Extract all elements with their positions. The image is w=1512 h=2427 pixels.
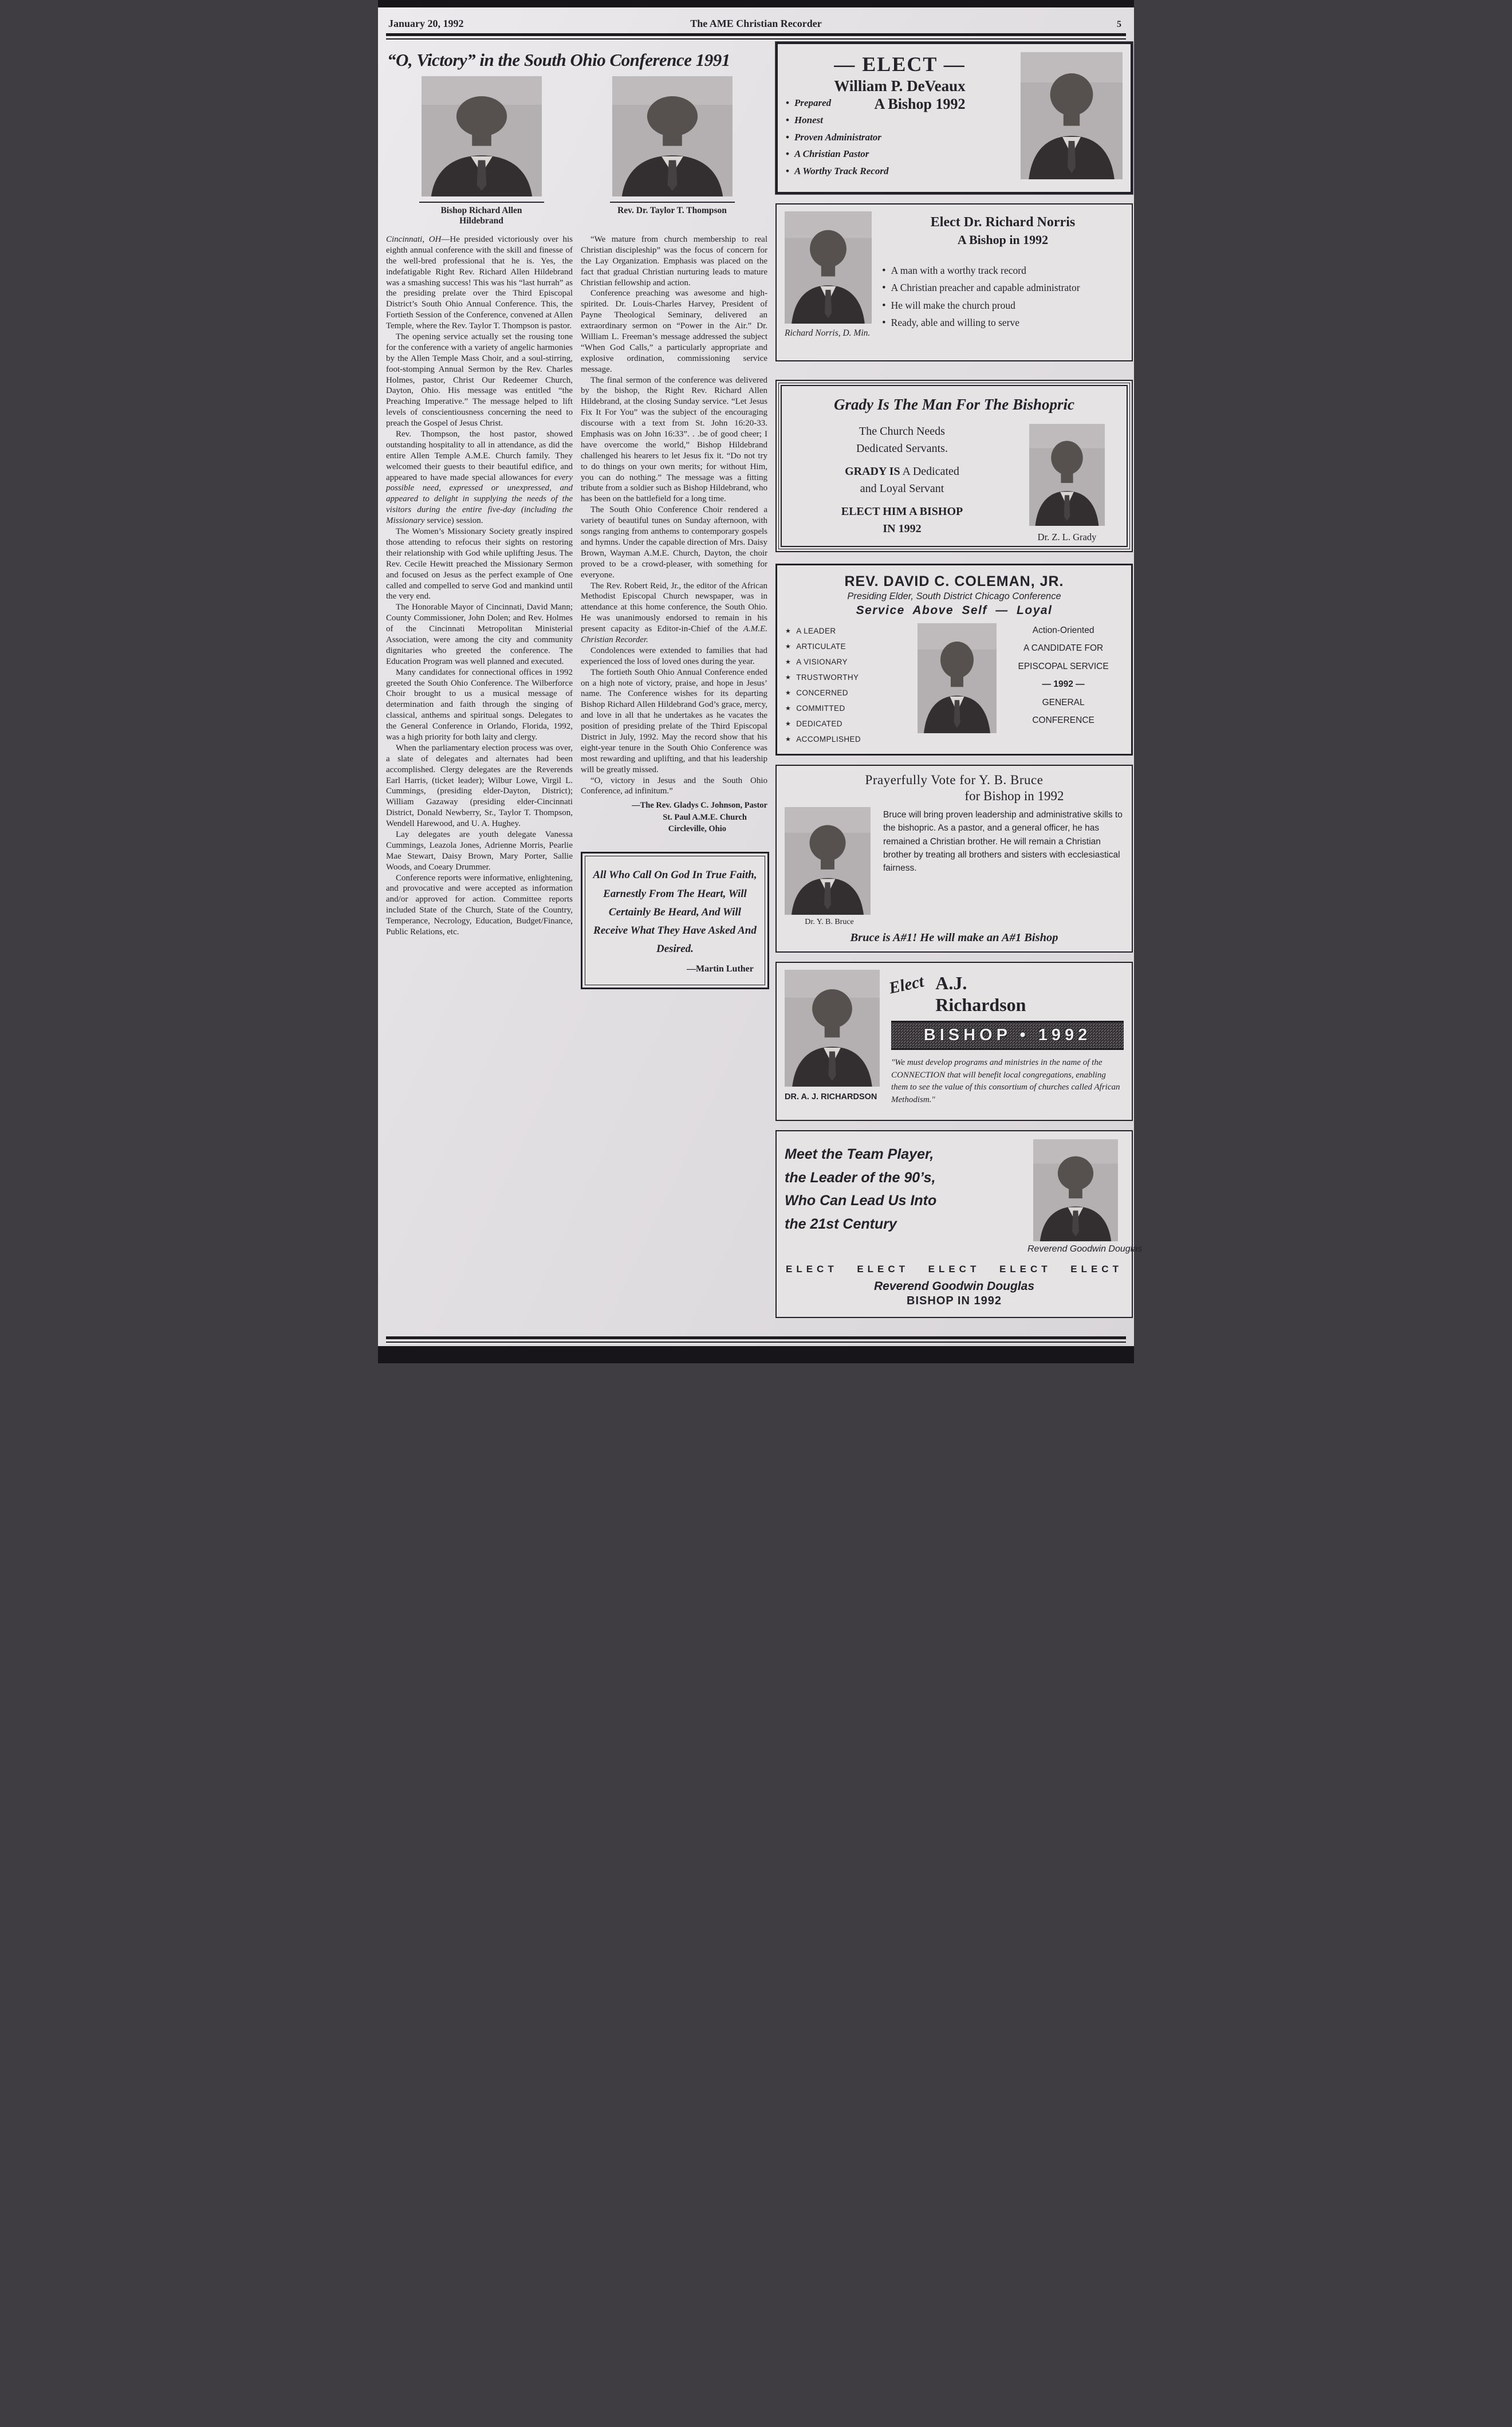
bruce-portrait-photo: [785, 807, 871, 915]
bullet-icon: •: [786, 148, 789, 160]
ad-grady-line: and Loyal Servant: [860, 482, 944, 495]
article-paragraph: Rev. Thompson, the host pastor, showed outstanding hospitality to all in attendance, as did the entire Allen Temple A.M.E. Church family. They welcomed their guests to their beautiful edifice, and appeared to have made special allowances for every possible need, expressed or unexpressed, and appeared to delight in supplying the needs of the visitors during the entire five-day (including the Missionary service) session.: [386, 430, 573, 526]
elect-word: ELECT: [999, 1264, 1052, 1275]
list-item: [882, 314, 1124, 332]
text-line: Action-Oriented: [1032, 626, 1094, 635]
list-item-text: A man with a worthy track record: [891, 265, 1026, 276]
bullet-icon: ★: [785, 705, 792, 712]
article-column-2: [581, 234, 767, 989]
page-content: [385, 40, 1143, 1327]
list-item-text: CONCERNED: [796, 689, 848, 697]
article-columns: [386, 234, 767, 989]
newspaper-page: [378, 7, 1143, 1346]
ad-richardson-photo-block: [785, 970, 883, 1113]
ad-bruce: [775, 765, 1133, 953]
elect-word: ELECT: [786, 1264, 838, 1275]
ad-norris-photo-block: [785, 211, 872, 353]
article-paragraph: The Women’s Missionary Society greatly inspired those attending to refocus their sights on restoring their relationship with God while uplifting Jesus. The Rev. Cecile Hewitt preached the Missionary Sermon and focused on Jesus as the perfect example of One called and compelled to serve God and mankind until the very end.: [386, 527, 573, 601]
ad-coleman: [775, 564, 1133, 756]
list-item-text: Honest: [794, 114, 824, 125]
bullet-icon: •: [786, 114, 789, 125]
text-line: CONFERENCE: [1032, 715, 1094, 726]
portrait-silhouette-icon: [612, 76, 733, 196]
ad-deveaux-subtitle: A Bishop 1992: [874, 96, 966, 112]
footer-rule: [386, 1336, 1126, 1343]
text-line: A CANDIDATE FOR: [1023, 643, 1104, 654]
text-line: EPISCOPAL SERVICE: [1018, 661, 1109, 671]
quote-text: All Who Call On God In True Faith, Earnestly From The Heart, Will Certainly Be Heard, And Will Receive What They Have Asked And Desired.: [593, 869, 757, 955]
bullet-icon: •: [786, 97, 789, 108]
text-line: the Leader of the 90’s,: [785, 1169, 936, 1186]
bullet-icon: ★: [785, 721, 792, 727]
bullet-icon: •: [882, 317, 886, 329]
ad-grady-line-rest: A Dedicated: [900, 465, 959, 478]
article-paragraph: Lay delegates are youth delegate Vanessa Cummings, Leazola Jones, Adrienne Morris, Pearlie Mae Stewart, Daisy Brown, Mary Porter, Sallie Woods, and Coeary Drummer.: [386, 829, 573, 872]
article-paragraph: When the parliamentary election process was over, a slate of delegates and alternates had been accomplished. Clergy delegates are the Reverends Earl Harris, (ticket leader); Wilbur Lowe, Virgil L. Cummings, (presiding elder-Dayton, District); William Gazaway (presiding elder-Cincinnati District, Donald Newberry, Sr., Taylor T. Thompson, Wendell Harewood, and U. A. Hughey.: [386, 743, 573, 829]
ad-douglas-bottom: BISHOP IN 1992: [907, 1295, 1002, 1307]
ad-grady-body: [787, 420, 1121, 543]
list-item: [785, 701, 911, 716]
text-line: Meet the Team Player,: [785, 1146, 934, 1162]
list-item-text: A Christian Pastor: [794, 148, 869, 160]
ad-grady-line: The Church Needs: [859, 425, 945, 438]
list-item-text: A LEADER: [796, 627, 836, 635]
bullet-icon: ★: [785, 690, 792, 697]
ads-column: [775, 42, 1143, 1327]
list-item-text: TRUSTWORTHY: [796, 673, 859, 682]
ad-richardson-elect-script: Elect: [887, 972, 926, 998]
douglas-portrait-photo: [1033, 1139, 1118, 1241]
deveaux-portrait-photo: [1021, 52, 1123, 179]
list-item-text: A VISIONARY: [796, 658, 848, 666]
list-item: [882, 297, 1124, 314]
article-paragraph: “O, victory in Jesus and the South Ohio Conference, ad infinitum.”: [581, 776, 767, 796]
list-item-text: A Worthy Track Record: [794, 166, 889, 176]
list-item: [786, 163, 929, 180]
bullet-icon: •: [882, 282, 886, 294]
article-photos-row: [386, 76, 767, 226]
bullet-icon: ★: [785, 628, 792, 635]
photo-caption-hildebrand: Bishop Richard Allen Hildebrand: [419, 202, 544, 226]
portrait-silhouette-icon: [1021, 52, 1123, 179]
article-paragraph: The Honorable Mayor of Cincinnati, David Mann; County Commissioner, John Dolen; and Rev. Holmes of the Cincinnati Metropolitan Ministerial Association, were among the city and community dignitaries who greeted the conference. The Education Program was well planned and executed.: [386, 603, 573, 666]
ad-richardson-caption: DR. A. J. RICHARDSON: [785, 1092, 877, 1102]
ad-deveaux-header: — ELECT —: [834, 53, 966, 76]
text-line: — 1992 —: [1042, 679, 1085, 690]
ad-grady-headline: Grady Is The Man For The Bishopric: [833, 396, 1075, 413]
article-headline: “O, Victory” in the South Ohio Conference 1991: [387, 50, 730, 70]
list-item-text: Proven Administrator: [794, 131, 881, 143]
list-item: [785, 716, 911, 731]
ad-coleman-star-list: [785, 623, 911, 747]
photo-card-thompson: [610, 76, 735, 226]
elect-word: ELECT: [857, 1264, 909, 1275]
issue-date: January 20, 1992: [388, 18, 464, 29]
list-item: [786, 129, 929, 146]
ad-grady-text: [793, 420, 1011, 543]
article-column-1: [386, 234, 573, 989]
list-item: [882, 280, 1124, 297]
ad-norris-caption: Richard Norris, D. Min.: [785, 328, 871, 338]
text-line: St. Paul A.M.E. Church: [663, 812, 747, 822]
bullet-icon: •: [882, 299, 886, 312]
ad-douglas-elect-row: [786, 1264, 1123, 1275]
ad-richardson-name-block: [887, 972, 1124, 1016]
ad-richardson-banner: BISHOP • 1992: [891, 1021, 1124, 1050]
ad-douglas-caption: Reverend Goodwin Douglas: [1027, 1244, 1143, 1254]
portrait-silhouette-icon: [422, 76, 542, 196]
page-header: [385, 13, 1127, 33]
list-item: [786, 112, 929, 129]
article-byline: [581, 800, 767, 835]
ad-grady-line: ELECT HIM A BISHOP: [841, 505, 963, 518]
text-line: Who Can Lead Us Into: [785, 1193, 937, 1209]
ad-coleman-subtitle: Presiding Elder, South District Chicago Conference: [847, 591, 1061, 601]
hildebrand-portrait-photo: [422, 76, 542, 196]
ad-norris-title: Elect Dr. Richard Norris: [930, 215, 1076, 230]
ad-coleman-name: REV. DAVID C. COLEMAN, JR.: [844, 573, 1064, 589]
list-item: [785, 623, 911, 639]
text-line: Circleville, Ohio: [668, 824, 726, 833]
list-item: [785, 654, 911, 670]
list-item: [786, 145, 929, 163]
ad-bruce-body: Bruce will bring proven leadership and administrative skills to the bishopric. As a pastor, and a general officer, he has remained a Christian brother. He will remain a Christian brother by treating all brothers and sisters with ecclesiastical fairness.: [883, 810, 1123, 873]
article-paragraph: The fortieth South Ohio Annual Conference ended on a high note of victory, praise, and hope in Jesus’ name. The Conference wishes for its departing Bishop Richard Allen Hildebrand God’s grace, mercy, and love in all that he undertakes as he vacates the position of presiding prelate of the Third Episcopal District in July, 1992. May the record show that his eight-year tenure in the South Ohio Conference was most rewarding and uplifting, and that his leadership will be greatly missed.: [581, 667, 767, 774]
ad-bruce-title: Prayerfully Vote for Y. B. Bruce: [865, 773, 1044, 787]
ad-grady-line-bold: GRADY IS: [845, 465, 900, 478]
ad-douglas-name: Reverend Goodwin Douglas: [873, 1280, 1035, 1293]
norris-portrait-photo: [785, 211, 872, 324]
article-column-2-text: [581, 234, 767, 797]
photo-card-hildebrand: [419, 76, 544, 226]
ad-deveaux-name: William P. DeVeaux: [834, 77, 966, 95]
ad-bruce-photo-block: [785, 807, 874, 927]
list-item-text: A Christian preacher and capable administrator: [891, 282, 1080, 294]
ad-grady-line: Dedicated Servants.: [856, 442, 948, 455]
richardson-portrait-photo: [785, 970, 880, 1087]
portrait-silhouette-icon: [785, 211, 872, 324]
ad-richardson-first-name: A.J.: [935, 973, 967, 993]
article-paragraph: Condolences were extended to families that had experienced the loss of loved ones during the year.: [581, 646, 767, 666]
ad-coleman-right-text: [1003, 623, 1123, 727]
ad-grady-photo-block: [1018, 420, 1116, 543]
scanned-newspaper-page: [378, 0, 1143, 1363]
article-paragraph: The South Ohio Conference Choir rendered a variety of beautiful tunes on Sunday afternoon, with songs ranging from anthems to contemporary gospels and hymns. Under the capable direction of Mrs. Daisy Brown, Wayman A.M.E. Church, Dayton, the choir proved to be a crowd-pleaser, with something for everyone.: [581, 505, 767, 580]
ad-bruce-row: [785, 807, 1124, 927]
ad-bruce-subtitle: for Bishop in 1992: [964, 789, 1064, 803]
ad-douglas-headline-lines: [785, 1138, 1021, 1254]
photo-caption-thompson: Rev. Dr. Taylor T. Thompson: [610, 202, 735, 216]
article-paragraph: Conference reports were informative, enlightening, and provocative and were accepted as information and/or approved for action. Committee reports included State of the Church, State of the Country, Temperance, Necrology, Education, Budget/Finance, Public Relations, etc.: [386, 873, 573, 937]
coleman-portrait-photo: [918, 623, 997, 733]
quote-attribution: —Martin Luther: [687, 963, 754, 974]
elect-word: ELECT: [1070, 1264, 1123, 1275]
ad-coleman-slogan: Service Above Self — Loyal: [856, 604, 1053, 617]
ad-richardson: [775, 962, 1133, 1121]
portrait-silhouette-icon: [1029, 424, 1105, 526]
list-item: [785, 731, 911, 747]
bullet-icon: ★: [785, 674, 792, 681]
list-item-text: ARTICULATE: [796, 642, 846, 651]
article-paragraph: Many candidates for connectional offices in 1992 greeted the South Ohio Conference. The Wilberforce Choir brought to us a musical message of determination and faith through the singing of classical, anthems and spiritual songs. Delegates to the General Conference in Orlando, Florida, 1992, was a high priority for both laity and clergy.: [386, 667, 573, 742]
scan-edge-top: [378, 0, 1134, 7]
list-item: [785, 639, 911, 654]
ad-norris-bullets: [882, 262, 1124, 332]
ad-richardson-name: [935, 972, 1026, 1016]
article-paragraph: “We mature from church membership to real Christian discipleship” was the focus of concern for the Lay Organization. Emphasis was placed on the fact that gradual Christian nurturing leads to mature Christian fellowship and action.: [581, 235, 767, 288]
portrait-silhouette-icon: [1033, 1139, 1118, 1241]
ad-deveaux: [775, 42, 1133, 194]
thompson-portrait-photo: [612, 76, 733, 196]
ad-douglas-top: [785, 1138, 1143, 1254]
ad-bruce-caption: Dr. Y. B. Bruce: [805, 918, 854, 926]
text-line: —The Rev. Gladys C. Johnson, Pastor: [632, 801, 767, 811]
bullet-icon: ★: [785, 643, 792, 650]
ad-grady: [775, 380, 1133, 552]
list-item-text: DEDICATED: [796, 719, 842, 728]
portrait-silhouette-icon: [785, 807, 871, 915]
header-rule: [386, 33, 1126, 40]
ad-grady-line: IN 1992: [883, 522, 922, 535]
list-item: [882, 262, 1124, 280]
list-item: [785, 670, 911, 685]
list-item-text: He will make the church proud: [891, 299, 1015, 311]
ad-deveaux-text: [786, 51, 1014, 185]
article-paragraph: Conference preaching was awesome and high-spirited. Dr. Louis-Charles Harvey, President of Payne Theological Seminary, delivered an extraordinary sermon on “Power in the Air.” Dr. William L. Freeman’s message addressed the subject “When God Calls,” a particularly appropriate and explosive ordination, commissioning service message.: [581, 289, 767, 374]
article-paragraph: The opening service actually set the rousing tone for the conference with a variety of angelic harmonies by the Allen Temple Mass Choir, and a soul-stirring, foot-stomping Annual Sermon by the Rev. Charles Holmes, pastor, Christ Our Redeemer Church, Dayton, Ohio. His message was entitled “the Preaching Imperative.” The message helped to lift levels of conscientiousness concerning the need to preach the Gospel of Jesus Christ.: [386, 332, 573, 428]
ad-grady-line: [793, 463, 1011, 480]
bullet-icon: ★: [785, 736, 792, 743]
scan-edge-bottom: [378, 1346, 1134, 1363]
list-item-text: ACCOMPLISHED: [796, 735, 861, 744]
masthead-title: The AME Christian Recorder: [690, 18, 822, 29]
bullet-icon: •: [786, 131, 789, 143]
ad-coleman-row: [785, 623, 1123, 747]
list-item-text: Ready, able and willing to serve: [891, 317, 1020, 329]
ad-richardson-quote: "We must develop programs and ministries in the name of the CONNECTION that will benefit local congregations, enabling them to see the value of this consortium of churches called African Methodism.": [891, 1057, 1120, 1105]
article-zone: [386, 42, 767, 1327]
ad-bruce-tagline: Bruce is A#1! He will make an A#1 Bishop: [850, 931, 1058, 944]
ad-norris-subtitle: A Bishop in 1992: [957, 233, 1049, 247]
page-number: 5: [1117, 19, 1121, 29]
ad-norris-text: [882, 211, 1124, 353]
ad-grady-caption: Dr. Z. L. Grady: [1037, 532, 1097, 542]
ad-norris: [775, 203, 1133, 361]
elect-word: ELECT: [928, 1264, 981, 1275]
article-paragraph: The Rev. Robert Reid, Jr., the editor of the African Methodist Episcopal Church newspaper, was in attendance at this home conference, the South Ohio. He was unanimously endorsed to remain in his present capacity as Editor-in-Chief of the A.M.E. Christian Recorder.: [581, 581, 767, 644]
ad-richardson-text: [887, 970, 1124, 1113]
grady-portrait-photo: [1029, 424, 1105, 526]
list-item-text: COMMITTED: [796, 704, 845, 713]
article-paragraph: Cincinnati, OH—He presided victoriously over his eighth annual conference with the skill and finesse of the well-bred professional that he is. Yes, the indefatigable Right Rev. Richard Allen Hildebrand was a smashing success! This was his “last hurrah” as the presiding prelate over the Third Episcopal District’s South Ohio Annual Conference. This, the Fortieth Session of the Conference, convened at Allen Temple, where the Rev. Taylor T. Thompson is pastor.: [386, 235, 573, 331]
bullet-icon: ★: [785, 659, 792, 666]
portrait-silhouette-icon: [918, 623, 997, 733]
text-line: GENERAL: [1042, 697, 1085, 707]
text-line: the 21st Century: [785, 1216, 897, 1232]
article-paragraph: The final sermon of the conference was delivered by the bishop, the Right Rev. Richard Allen Hildebrand, at the closing Sunday service. “Let Jesus Fix It For You” was the subject of the encouraging discourse with a text from St. John 16:20-33. Emphasis was on John 16:33”. . .be of good cheer; I have overcome the world,” Bishop Hildebrand challenged his hearers to let Jesus fix it. “Do not try to do things on your own merits; for without Him, you can do nothing.” The message was a fitting tribute from a soldier such as Bishop Hildebrand, who has been on the battlefield for a long time.: [581, 375, 767, 504]
bullet-icon: •: [786, 166, 789, 176]
portrait-silhouette-icon: [785, 970, 880, 1087]
ad-richardson-last-name: Richardson: [935, 994, 1026, 1016]
list-item: [785, 685, 911, 701]
bullet-icon: •: [882, 265, 886, 277]
list-item-text: Prepared: [794, 97, 832, 108]
martin-luther-quote-box: [581, 852, 769, 989]
ad-douglas-photo-block: [1027, 1138, 1143, 1254]
ad-douglas: [775, 1130, 1143, 1318]
